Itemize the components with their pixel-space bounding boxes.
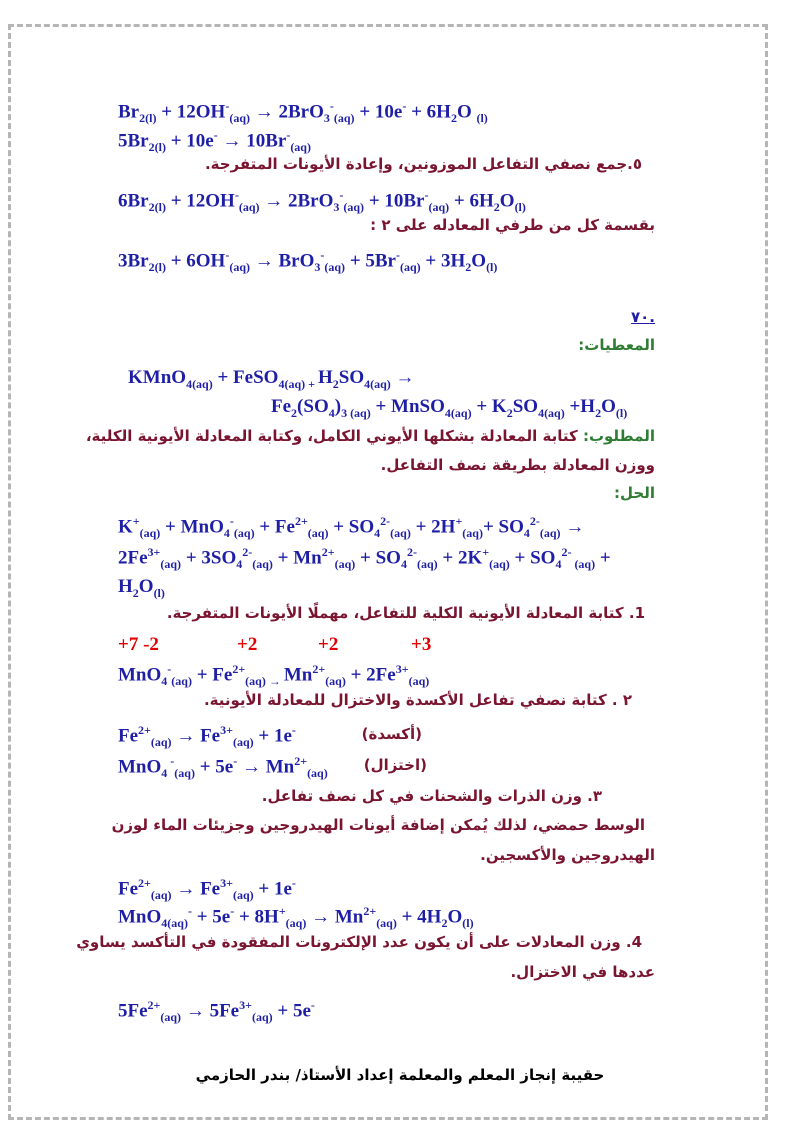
equation-combined-bromine: $6Br_{2(l)} + 12OH^-_{(aq)} \to 2BrO_3^-_{(aq)} + 10Br^-_{(aq)} + 6H_2O_{(l)}$	[118, 188, 526, 215]
given-label: المعطيات:	[578, 336, 655, 354]
acidic-medium-line-2: الهيدروجين والأكسجين.	[480, 846, 655, 864]
complete-ionic-equation-line-2: $2Fe^{3+}_{(aq)} + 3SO_4^{2-}_{(aq)} + Mn^{2+}_{(aq)} + SO_4^{2-}_{(aq)} + 2K^+_{(aq)} + SO_4^{2-}$ $_{(aq)}$ +	[118, 545, 611, 572]
oxidation-half-reaction: $Fe^{2+}_{(aq)} \to Fe^{3+}_{(aq)} + 1e^-$	[118, 723, 296, 750]
complete-ionic-equation-line-3: $H_2O_{(l)}$	[118, 576, 165, 600]
net-ionic-equation: $MnO_4^-_{(aq)} + Fe^{2+}_{(aq)}$ $_\to$ $Mn^{2+}_{(aq)} + 2Fe^{3+}_{(aq)}$	[118, 662, 430, 689]
step-5-text: ٥.جمع نصفي التفاعل الموزونين، وإعادة الأيونات المتفرجة.	[204, 155, 642, 173]
balanced-reduction-half: $MnO_{4(aq)}^- + 5e^- + 8H^+_{(aq)} \to Mn^{2+}_{(aq)} + 4H_2O_{(l)}$	[118, 904, 474, 931]
multiplied-oxidation-half: $5Fe^{2+}_{(aq)} \to 5Fe^{3+}_{(aq)} + 5e^-$	[118, 998, 315, 1025]
step-4-line-1: 4. وزن المعادلات على أن يكون عدد الإلكترونات المفقودة في التأكسد يساوي	[76, 933, 642, 951]
equation-reduction-bromine: $5Br_{2(l)} + 10e^- \to 10Br^-_{(aq)}$	[118, 128, 311, 155]
ox-number-mn-o: +7 -2	[118, 634, 159, 655]
step-2-text: ٢ . كتابة نصفي تفاعل الأكسدة والاختزال للمعادلة الأيونية.	[203, 691, 632, 709]
required-text: كتابة المعادلة بشكلها الأيوني الكامل، وكتابة المعادلة الأيونية الكلية،	[85, 427, 583, 445]
step-1-text: 1. كتابة المعادلة الأيونية الكلية للتفاعل، مهملًا الأيونات المتفرجة.	[166, 604, 645, 622]
acidic-medium-line-1: الوسط حمضي، لذلك يُمكن إضافة أيونات الهيدروجين وجزيئات الماء لوزن	[111, 816, 645, 834]
balanced-oxidation-half: $Fe^{2+}_{(aq)} \to Fe^{3+}_{(aq)} + 1e^-$	[118, 876, 296, 903]
divide-text: بقسمة كل من طرفي المعادله على ٢ :	[370, 216, 655, 234]
equation-final-bromine: $3Br_{2(l)} + 6OH^-_{(aq)} \to BrO_3^-_{(aq)} + 5Br^-_{(aq)} + 3H_2O_{(l)}$	[118, 248, 498, 275]
step-3-text: ٣. وزن الذرات والشحنات في كل نصف تفاعل.	[261, 787, 602, 805]
equation-oxidation-bromine: $Br_{2(l)} + 12OH^-_{(aq)} \to 2BrO_3^-_{(aq)} + 10e^- + 6H_2O$ $_{(l)}$	[118, 99, 488, 126]
required-label: المطلوب:	[582, 427, 655, 445]
complete-ionic-equation-line-1: $K^+_{(aq)} + MnO_4^-_{(aq)} + Fe^{2+}_{(aq)} + SO_4^{2-}_{(aq)} + 2H^+_{(aq)}+ SO_4^{2-}_{(aq)}$ →	[118, 514, 585, 541]
required-line-1	[86, 427, 655, 445]
page-footer: حقيبة إنجاز المعلم والمعلمة إعداد الأستاذ/ بندر الحازمي	[195, 1066, 605, 1084]
solution-label: الحل:	[614, 484, 655, 502]
ox-number-mn-product: +2	[318, 634, 339, 655]
ox-number-fe-reactant: +2	[237, 634, 258, 655]
given-equation-products: $Fe_2(SO_4)_{3 (aq)}$ + MnSO$_{4(aq)}$ + $K_2SO_{4(aq)} +H_2O_{(l)}$	[271, 396, 628, 420]
given-equation-reactants: KMnO$_{4(aq)}$ + FeSO$_{4(aq) +}$ $H_2SO_{4(aq)}$ →	[128, 367, 415, 391]
required-line-2: ووزن المعادلة بطريقة نصف التفاعل.	[380, 456, 655, 474]
step-4-line-2: عددها في الاختزال.	[510, 963, 655, 981]
reduction-half-reaction: MnO$_4$ $^-_{(aq)} + 5e^- \to Mn^{2+}_{(aq)}$	[118, 754, 328, 781]
ox-number-fe-product: +3	[411, 634, 432, 655]
oxidation-label: (أكسدة)	[361, 725, 422, 743]
oxidation-numbers	[118, 634, 518, 658]
reduction-label: (اختزال)	[363, 756, 427, 774]
question-number: .٧٠	[630, 308, 655, 326]
